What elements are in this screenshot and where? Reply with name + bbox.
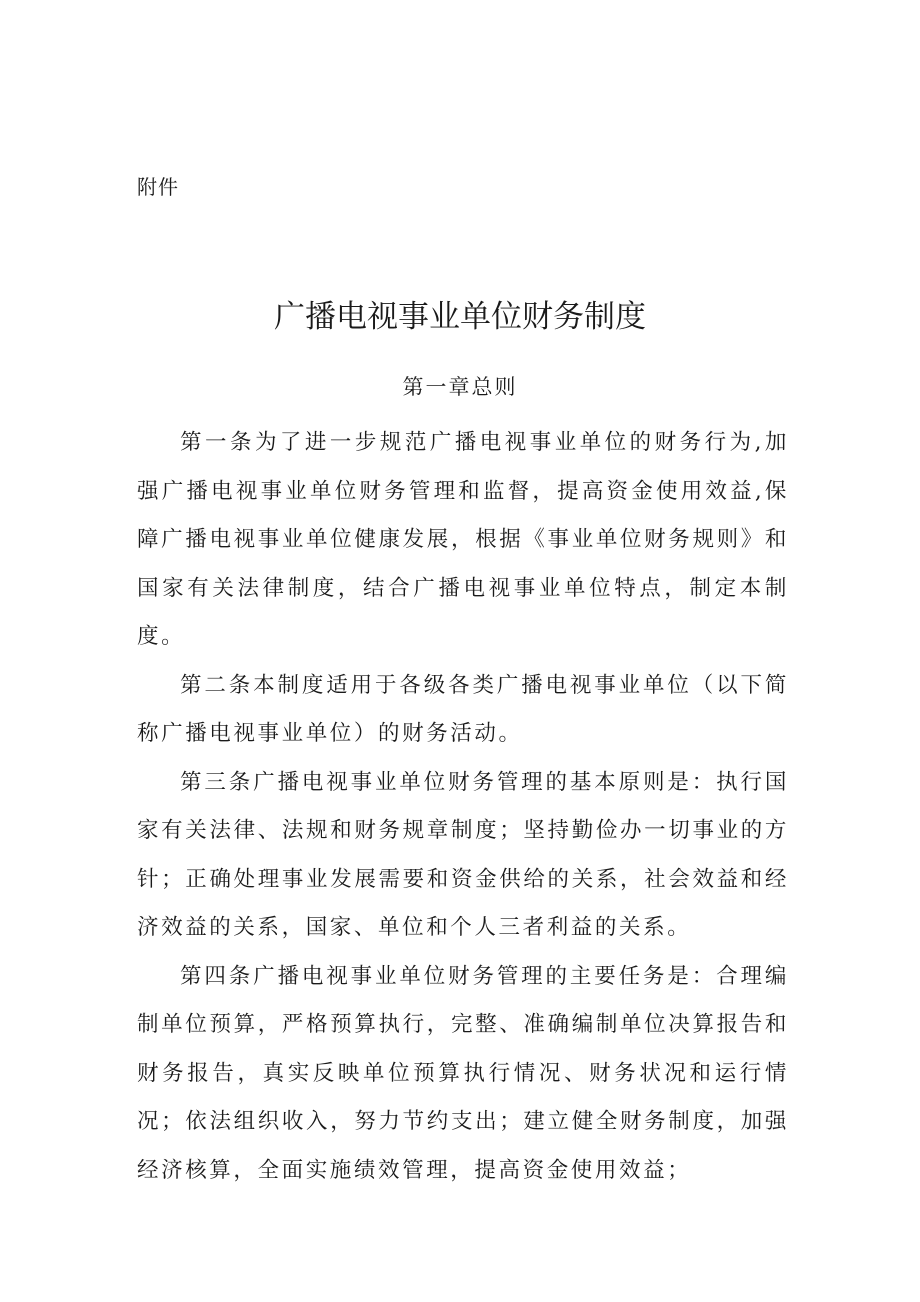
- article-4-paragraph: 第四条广播电视事业单位财务管理的主要任务是：合理编制单位预算，严格预算执行，完整、准确编制单位决算报告和财务报告，真实反映单位预算执行情况、财务状况和运行情况；依法组织收入，努力节约支出；建立健全财务制度，加强经济核算，全面实施绩效管理，提高资金使用效益；: [137, 963, 789, 1183]
- attachment-label: 附件: [137, 175, 179, 199]
- article-3-paragraph: 第三条广播电视事业单位财务管理的基本原则是：执行国家有关法律、法规和财务规章制度；坚持勤俭办一切事业的方针；正确处理事业发展需要和资金供给的关系，社会效益和经济效益的关系，国家、单位和个人三者利益的关系。: [137, 769, 789, 940]
- document-body: [137, 419, 789, 1195]
- article-2-paragraph: 第二条本制度适用于各级各类广播电视事业单位（以下简称广播电视事业单位）的财务活动。: [137, 672, 789, 746]
- chapter-heading: 第一章总则: [402, 375, 518, 399]
- article-1-paragraph: 第一条为了进一步规范广播电视事业单位的财务行为,加强广播电视事业单位财务管理和监督，提高资金使用效益,保障广播电视事业单位健康发展，根据《事业单位财务规则》和国家有关法律制度，结合广播电视事业单位特点，制定本制度。: [137, 430, 789, 649]
- document-title: 广播电视事业单位财务制度: [274, 298, 646, 335]
